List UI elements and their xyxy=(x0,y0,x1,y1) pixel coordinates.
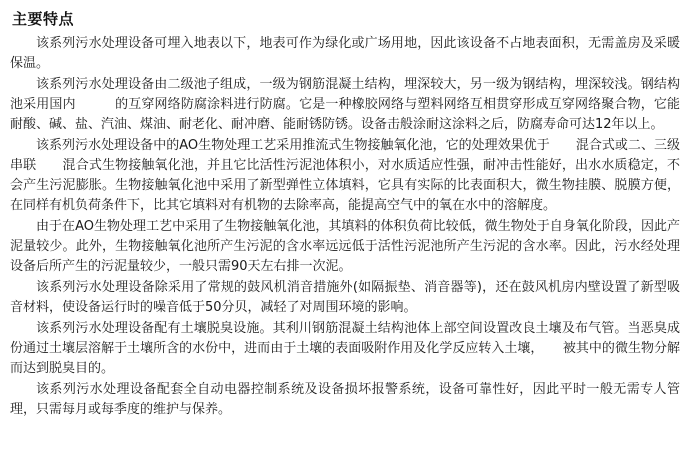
paragraph: 该系列污水处理设备配有土壤脱臭设施。其利川钢筋混凝土结构池体上部空间设置改良土壤及布气管。当恶臭成份通过土壤层溶解于土壤所含的水份中，进而由于土壤的表面吸附作用及化学反应转入土壤， 被其中的微生物分解而达到脱臭目的。 xyxy=(10,321,680,376)
page-title: 主要特点 xyxy=(12,10,75,28)
paragraph: 该系列污水处理设备除采用了常规的鼓风机消音措施外(如隔振垫、消音器等)，还在鼓风机房内壁设置了新型吸音材料，使设备运行时的噪音低于50分贝，减轻了对周围环境的影响。 xyxy=(10,280,680,315)
paragraph: 由于在AO生物处理工艺中采用了生物接触氧化池，其填料的体积负荷比较低，微生物处于自身氧化阶段，因此产泥量较少。此外，生物接触氧化池所产生污泥的含水率远远低于活性污泥池所产生污泥的含水率。因此，污水经处理设备后所产生的污泥量较少，一般只需90天左右排一次泥。 xyxy=(10,219,680,274)
paragraph: 该系列污水处理设备配套全自动电器控制系统及设备损坏报警系统，设备可靠性好，因此平时一般无需专人管理，只需每月或每季度的维护与保养。 xyxy=(10,382,680,417)
paragraph: 该系列污水处理设备可埋入地表以下，地表可作为绿化或广场用地，因此该设备不占地表面积，无需盖房及采暖保温。 xyxy=(10,36,680,71)
paragraph: 该系列污水处理设备中的AO生物处理工艺采用推流式生物接触氧化池，它的处理效果优于 混合式或二、三级串联 混合式生物接触氧化池，并且它比活性污泥池体积小，对水质适应性强，耐冲击性能好，出水水质稳定，不会产生污泥膨胀。生物接触氧化池中采用了新型弹性立体填料，它具有实际的比表面积大，微生物挂膜、脱膜方便，在同样有机负荷条件下，比其它填料对有机物的去除率高，能提高空气中的氧在水中的溶解度。 xyxy=(10,138,680,213)
paragraph: 该系列污水处理设备由二级池子组成，一级为钢筋混凝土结构，埋深较大，另一级为钢结构，埋深较浅。钢结构池采用国内 的互穿网络防腐涂料进行防腐。它是一种橡胶网络与塑料网络互相贯穿形成互穿网络聚合物，它能耐酸、碱、盐、汽油、煤油、耐老化、耐冲磨、能耐锈防锈。设备击般涂耐这涂料之后，防腐寿命可达12年以上。 xyxy=(10,77,680,132)
